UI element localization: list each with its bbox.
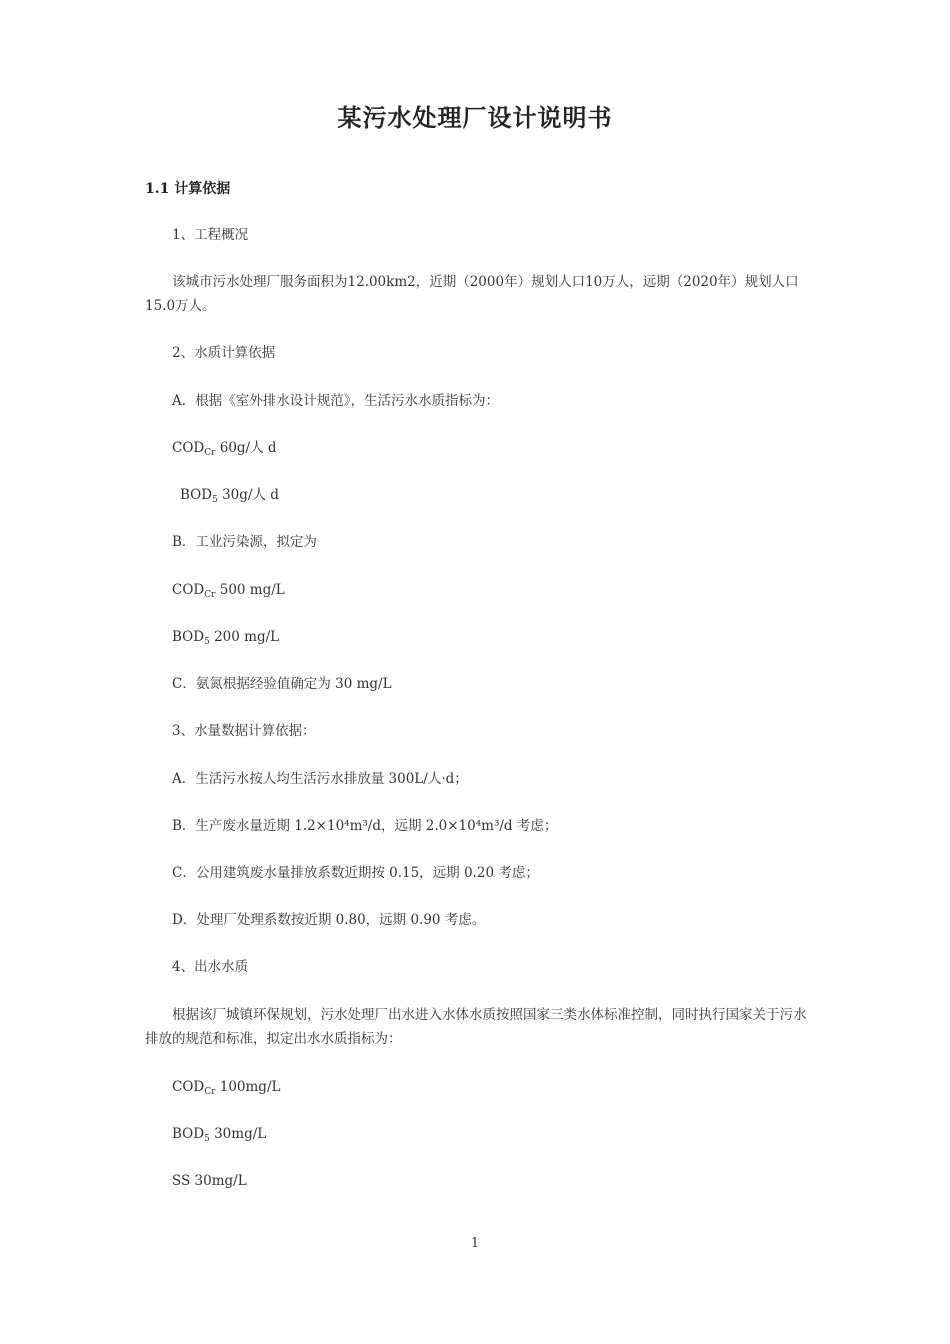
section-2-label: 2、水质计算依据 — [172, 345, 276, 361]
section-1-label: 1、工程概况 — [172, 227, 249, 243]
section-4-paragraph: 根据该厂城镇环保规划，污水处理厂出水进入水体水质按照国家三类水体标准控制，同时执行国家关于污水排放的规范和标准，拟定出水水质指标为： — [145, 1007, 807, 1047]
cod-domestic-line: $COD_{Cr}$ 60g/人 d — [172, 440, 277, 458]
bod-effluent-line: $BOD_5$ 30mg/L — [172, 1126, 267, 1144]
section-1-paragraph: 该城市污水处理厂服务面积为12.00km2，近期（2000年）规划人口10万人，远期（2020年）规划人口15.0万人。 — [145, 274, 799, 314]
page-number: 1 — [470, 1236, 480, 1251]
section-2-item-a: A．根据《室外排水设计规范》，生活污水水质指标为： — [172, 393, 499, 409]
ss-effluent-line: SS 30mg/L — [172, 1173, 247, 1189]
section-3-label: 3、水量数据计算依据： — [172, 723, 316, 739]
document-title: 某污水处理厂设计说明书 — [337, 103, 613, 132]
section-2-item-c: C．氨氮根据经验值确定为 30 mg/L — [172, 676, 392, 692]
cod-industrial-line: $COD_{Cr}$ 500 mg/L — [172, 582, 285, 600]
bod-domestic-line: $BOD_5$ 30g/人 d — [180, 487, 279, 505]
section-3-item-c: C．公用建筑废水量排放系数近期按 0.15，远期 0.20 考虑； — [172, 865, 539, 881]
section-4-label: 4、出水水质 — [172, 959, 249, 975]
section-3-item-d: D．处理厂处理系数按近期 0.80，远期 0.90 考虑。 — [172, 912, 486, 928]
section-2-item-b: B．工业污染源，拟定为 — [172, 534, 317, 550]
section-3-item-b: B．生产废水量近期 1.2×10⁴m³/d，远期 2.0×10⁴m³/d 考虑； — [172, 818, 558, 834]
section-heading: 1.1 计算依据 — [145, 181, 231, 197]
bod-industrial-line: $BOD_5$ 200 mg/L — [172, 629, 280, 647]
section-3-item-a: A．生活污水按人均生活污水排放量 300L/人·d； — [172, 771, 468, 787]
cod-effluent-line: $COD_{Cr}$ 100mg/L — [172, 1079, 281, 1097]
